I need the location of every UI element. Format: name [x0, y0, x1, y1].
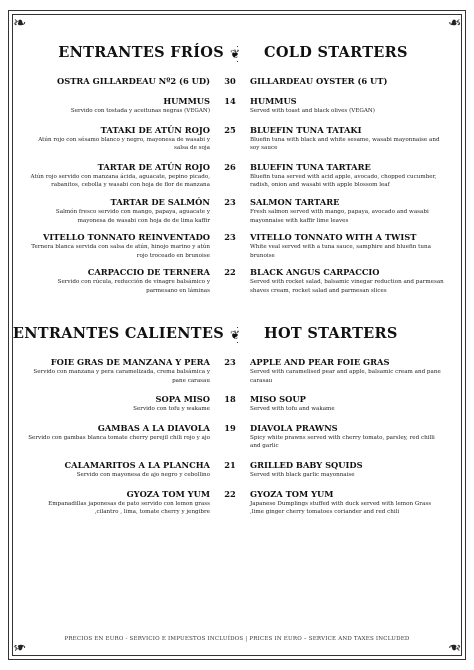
dish-price: 30 [224, 76, 236, 86]
dish-en [250, 267, 446, 295]
dish-es [28, 460, 210, 480]
dish-price: 23 [224, 357, 236, 367]
dish-description-es: Servido con manzana y pera caramelizada, crema balsámica y pane carasau [33, 369, 210, 384]
menu-item-row [28, 423, 446, 451]
dish-description-es: Salmón fresco servido con mango, papaya, aguacate y mayonesa de wasabi con hoja de de lima kaffir [55, 208, 210, 224]
dish-name-en: HUMMUS [250, 96, 297, 106]
dish-name-en: APPLE AND PEAR FOIE GRAS [250, 357, 390, 367]
menu-item-row [28, 76, 446, 87]
menu-item-row [28, 357, 446, 385]
dish-description-es: Ternera blanca servida con salsa de atún, hinojo marino y atún rojo troceado en brunoise [31, 244, 210, 259]
dish-es [28, 197, 210, 225]
dish-description-en: Bluefin tuna served with acid apple, avocado, chopped cucumber, radish, onion and wasabi with apple blossom leaf [250, 173, 437, 189]
dish-price: 23 [224, 232, 236, 243]
dish-description-en: Fresh salmon served with mango, papaya, avocado and wasabi mayonnaise with kaffir lime leaves [250, 208, 429, 224]
section-header [12, 325, 446, 351]
menu-item-row [28, 232, 446, 260]
menu-item-row [28, 197, 446, 225]
dish-es [28, 96, 210, 116]
dish-name-en: DIAVOLA PRAWNS [250, 422, 338, 433]
menu-item-row [28, 125, 446, 153]
menu-list [28, 76, 446, 296]
dish-name-es: TARTAR DE SALMÓN [110, 196, 210, 207]
dish-name-en: MISO SOUP [250, 394, 306, 405]
dish-price: 19 [224, 422, 236, 433]
dish-name-es: TATAKI DE ATÚN ROJO [100, 124, 210, 135]
corner-ornament-icon: ❧ [13, 638, 27, 657]
section-title-en: COLD STARTERS [264, 44, 408, 61]
dish-description-es: Servido con mayonesa de ajo negro y cebollino [76, 471, 210, 478]
dish-description-es: Atún rojo con sésamo blanco y negro, mayonesa de wasabi y salsa de soja [38, 136, 210, 152]
dish-description-en: Spicy white prawns served with cherry tomato, parsley, red chilli and garlic [250, 434, 435, 450]
dish-price: 25 [224, 124, 236, 135]
menu-item-row [28, 162, 446, 190]
hot-starters-section [12, 325, 446, 517]
dish-en [250, 76, 446, 87]
dish-description-es: Servido con rúcula, reducción de vinagre balsámico y parmesano en láminas [57, 279, 210, 294]
center-ornament-icon [227, 46, 249, 62]
dish-en [250, 394, 446, 414]
dish-en [250, 423, 446, 451]
dish-es [28, 76, 210, 87]
dish-description-en: Japanese Dumplings stuffed with duck served with lemon Grass ,lime ginger cherry tomatoes coriander and red chili [250, 500, 432, 516]
dish-price: 23 [224, 196, 236, 207]
dish-es [28, 489, 210, 517]
dish-description-en: Served with toast and black olives (VEGAN) [250, 108, 375, 114]
dish-es [28, 423, 210, 443]
dish-description-es: Servido con gambas blanca tomate cherry perejil chili rojo y ajo [28, 434, 210, 441]
dish-name-es: CARPACCIO DE TERNERA [87, 267, 210, 278]
dish-en [250, 232, 446, 260]
menu-list [28, 357, 446, 517]
center-ornament-icon [227, 327, 249, 343]
dish-description-es: Empanadillas japonesas de pato servido con lemon grass ,cilantro , lima, tomate cherry y jengibre [48, 500, 210, 516]
dish-price: 22 [224, 488, 236, 499]
dish-name-es: HUMMUS [163, 96, 210, 106]
dish-name-en: GRILLED BABY SQUIDS [250, 459, 363, 470]
dish-name-en: SALMON TARTARE [250, 196, 340, 207]
cold-starters-section [28, 44, 446, 296]
dish-es [28, 267, 210, 295]
dish-price: 22 [224, 267, 236, 278]
dish-name-en: BLUEFIN TUNA TATAKI [250, 124, 362, 135]
section-title-es: ENTRANTES CALIENTES [12, 325, 224, 342]
dish-description-en: Bluefin tuna with black and white sesame, wasabi mayonnaise and soy sauce [250, 136, 440, 152]
dish-name-es: VITELLO TONNATO REINVENTADO [42, 232, 210, 243]
menu-item-row [28, 96, 446, 116]
dish-name-en: GILLARDEAU OYSTER (6 UT) [250, 76, 388, 86]
corner-ornament-icon: ❧ [13, 13, 27, 32]
menu-item-row [28, 267, 446, 295]
dish-en [250, 197, 446, 225]
dish-es [28, 162, 210, 190]
menu-item-row [28, 489, 446, 517]
corner-ornament-icon: ❧ [447, 638, 461, 657]
dish-es [28, 394, 210, 414]
dish-name-es: SOPA MISO [155, 394, 210, 405]
dish-en [250, 489, 446, 517]
dish-price: 26 [224, 161, 236, 172]
dish-en [250, 125, 446, 153]
dish-en [250, 96, 446, 116]
dish-description-es: Atún rojo servido con manzana ácida, aguacate, pepino picado, rabanitos, cebolla y wasabi con hoja de flor de manzana [30, 173, 210, 189]
dish-price: 18 [224, 394, 236, 405]
dish-name-en: GYOZA TOM YUM [250, 488, 334, 499]
section-header [28, 44, 446, 70]
dish-en [250, 357, 446, 385]
dish-name-en: VITELLO TONNATO WITH A TWIST [250, 232, 417, 243]
dish-price: 14 [224, 96, 236, 106]
dish-name-es: TARTAR DE ATÚN ROJO [97, 161, 210, 172]
dish-es [28, 232, 210, 260]
dish-description-es: Servido con tofu y wakame [133, 406, 210, 413]
dish-en [250, 460, 446, 480]
section-title-es: ENTRANTES FRÍOS [58, 44, 224, 61]
dish-description-es: Servido con tostada y aceitunas negras (VEGAN) [70, 108, 210, 114]
dish-en [250, 162, 446, 190]
dish-es [28, 125, 210, 153]
footer-note: PRECIOS EN EURO - SERVICIO E IMPUESTOS INCLUÍDOS | PRICES IN EURO – SERVICE AND TAXES INCLUDED [64, 636, 410, 642]
dish-name-es: OSTRA GILLARDEAU Nº2 (6 UD) [57, 76, 210, 86]
dish-name-es: CALAMARITOS A LA PLANCHA [64, 459, 210, 470]
dish-price: 21 [224, 459, 236, 470]
dish-name-es: GYOZA TOM YUM [126, 488, 210, 499]
dish-description-en: Served with rocket salad, balsamic vinegar reduction and parmesan shaves cream, rocket salad and parmesan slices [250, 279, 444, 294]
dish-name-es: FOIE GRAS DE MANZANA Y PERA [50, 357, 210, 367]
dish-description-en: White veal served with a tuna sauce, samphire and bluefin tuna brunoise [250, 244, 431, 259]
dish-description-en: Served with black garlic mayonnaise [250, 471, 355, 478]
corner-ornament-icon: ❧ [447, 13, 461, 32]
dish-es [28, 357, 210, 385]
menu-item-row [28, 394, 446, 414]
section-title-en: HOT STARTERS [264, 325, 398, 342]
dish-name-es: GAMBAS A LA DIAVOLA [97, 422, 210, 433]
dish-name-en: BLUEFIN TUNA TARTARE [250, 161, 371, 172]
dish-description-en: Served with caramelised pear and apple, balsamic cream and pane carasau [250, 369, 441, 384]
dish-description-en: Served with tofu and wakame [250, 406, 335, 413]
menu-item-row [28, 460, 446, 480]
dish-name-en: BLACK ANGUS CARPACCIO [250, 267, 380, 278]
